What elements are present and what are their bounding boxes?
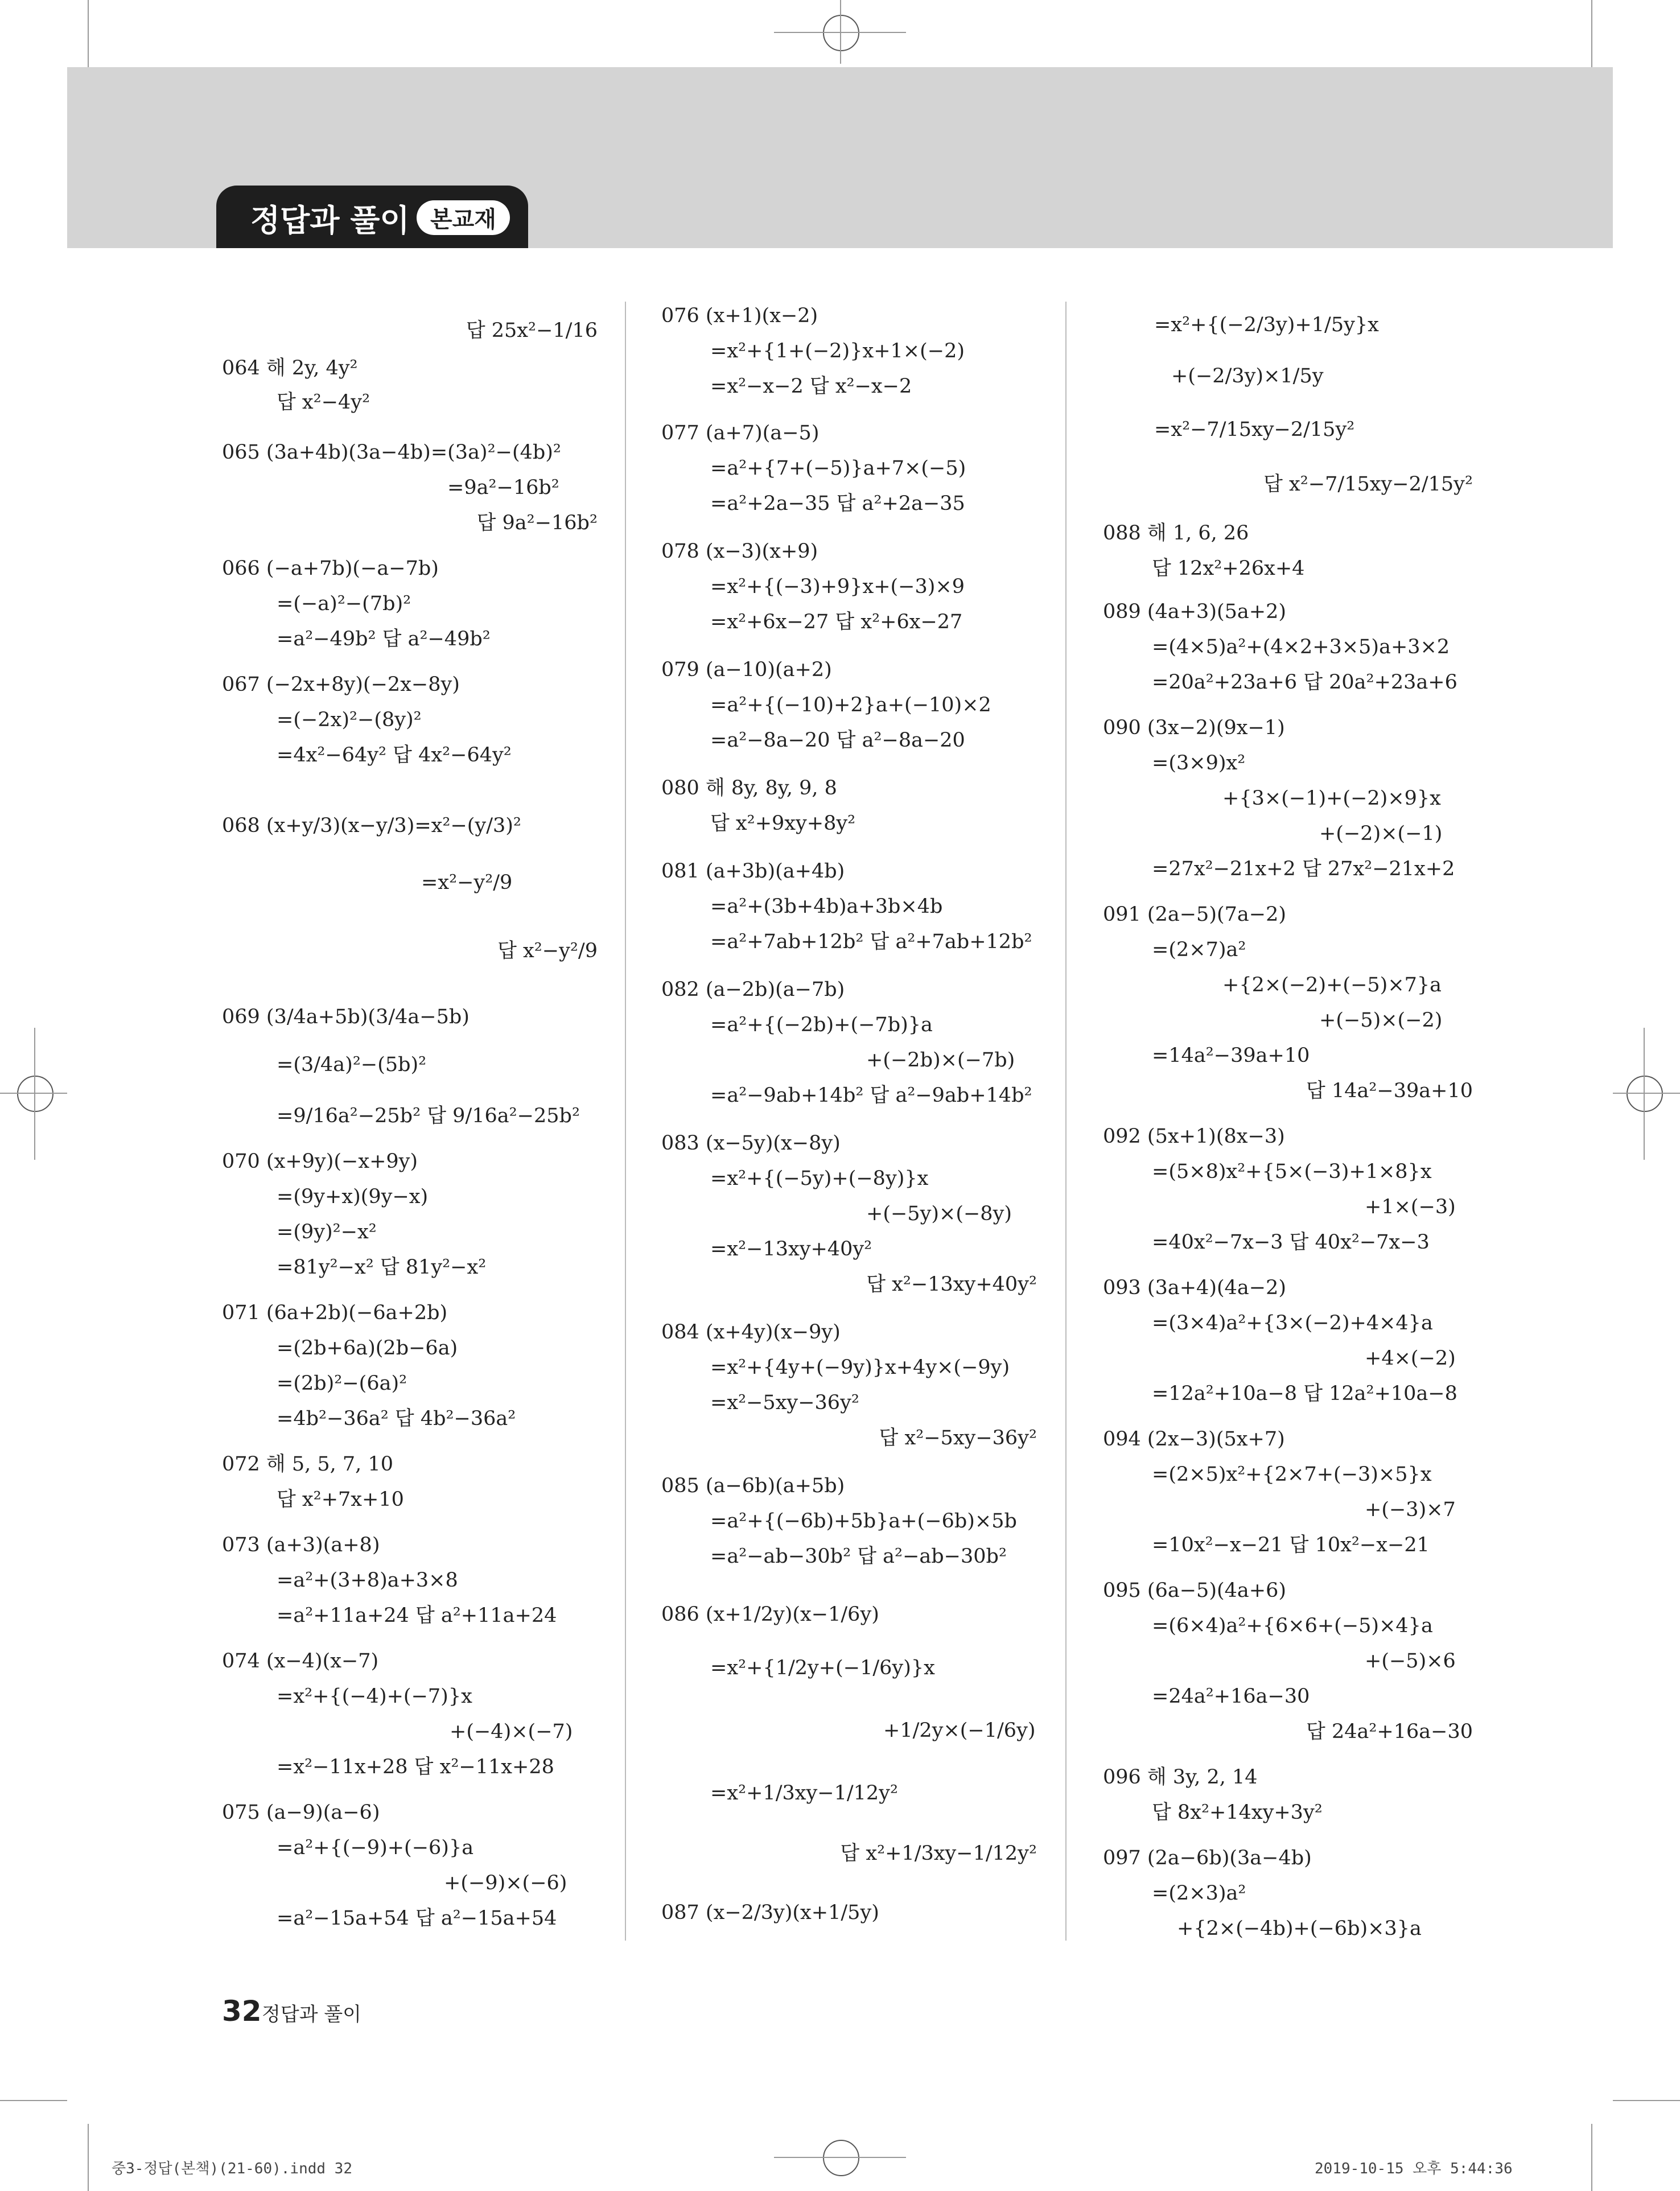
step-line: =(2b+6a)(2b−6a) <box>277 1337 458 1360</box>
step-line: =x²+{1/2y+(−1/6y)}x <box>710 1657 935 1679</box>
answer-line: 답 x²−5xy−36y² <box>879 1427 1037 1449</box>
problem-078: 078 (x−3)(x+9) <box>661 540 818 563</box>
answer-line: 답 x²−7/15xy−2/15y² <box>1263 473 1473 496</box>
step-line: =a²−8a−20 답 a²−8a−20 <box>710 729 965 752</box>
step-line: =(2×3)a² <box>1152 1882 1246 1905</box>
answer-line: 답 x²+9xy+8y² <box>710 812 856 835</box>
problem-067: 067 (−2x+8y)(−2x−8y) <box>222 673 460 696</box>
problem-075: 075 (a−9)(a−6) <box>222 1801 380 1824</box>
problem-089: 089 (4a+3)(5a+2) <box>1103 600 1287 623</box>
step-line: =(3×9)x² <box>1152 752 1246 775</box>
timestamp-slug: 2019-10-15 오후 5:44:36 <box>1315 2160 1513 2177</box>
step-line: +1×(−3) <box>1365 1196 1456 1218</box>
problem-074: 074 (x−4)(x−7) <box>222 1650 379 1673</box>
step-line: =(2×7)a² <box>1152 938 1246 961</box>
problem-066: 066 (−a+7b)(−a−7b) <box>222 557 439 580</box>
registration-mark <box>840 0 841 64</box>
answer-line: 답 x²−4y² <box>277 391 370 414</box>
step-line: =x²+{1+(−2)}x+1×(−2) <box>710 340 965 363</box>
problem-095: 095 (6a−5)(4a+6) <box>1103 1579 1287 1602</box>
step-line: +1/2y×(−1/6y) <box>883 1719 1036 1742</box>
step-line: +(−4)×(−7) <box>450 1720 573 1743</box>
step-line: =20a²+23a+6 답 20a²+23a+6 <box>1152 671 1457 694</box>
step-line: =a²−ab−30b² 답 a²−ab−30b² <box>710 1545 1007 1568</box>
crop-mark <box>1591 0 1592 67</box>
step-line: =27x²−21x+2 답 27x²−21x+2 <box>1152 858 1455 880</box>
step-line: =x²−11x+28 답 x²−11x+28 <box>277 1756 554 1778</box>
step-line: +{3×(−1)+(−2)×9}x <box>1222 787 1441 810</box>
step-line: =a²+(3b+4b)a+3b×4b <box>710 895 943 918</box>
registration-mark <box>34 1028 35 1160</box>
problem-083: 083 (x−5y)(x−8y) <box>661 1132 841 1155</box>
step-line: =x²−y²/9 <box>421 871 513 894</box>
step-line: +(−9)×(−6) <box>444 1872 567 1895</box>
step-line: =a²+7ab+12b² 답 a²+7ab+12b² <box>710 930 1032 953</box>
step-line: =a²+{(−2b)+(−7b)}a <box>710 1014 933 1036</box>
step-line: =9a²−16b² <box>447 476 559 499</box>
step-line: =a²−49b² 답 a²−49b² <box>277 628 491 650</box>
column-divider <box>1065 302 1067 1941</box>
problem-082: 082 (a−2b)(a−7b) <box>661 978 845 1001</box>
page-number: 32 <box>222 1995 262 2028</box>
step-line: =a²−9ab+14b² 답 a²−9ab+14b² <box>710 1084 1032 1107</box>
step-line: =40x²−7x−3 답 40x²−7x−3 <box>1152 1231 1430 1254</box>
problem-084: 084 (x+4y)(x−9y) <box>661 1321 841 1344</box>
step-line: =x²−13xy+40y² <box>710 1238 872 1261</box>
problem-096: 096 해 3y, 2, 14 <box>1103 1766 1258 1789</box>
step-line: =x²+{(−3)+9}x+(−3)×9 <box>710 575 965 598</box>
step-line: =x²+6x−27 답 x²+6x−27 <box>710 611 963 633</box>
problem-086: 086 (x+1/2y)(x−1/6y) <box>661 1603 879 1626</box>
header-badge: 본교재 <box>417 200 510 235</box>
step-line: =4x²−64y² 답 4x²−64y² <box>277 744 512 767</box>
step-line: =a²+{7+(−5)}a+7×(−5) <box>710 457 966 480</box>
file-slug: 중3-정답(본책)(21-60).indd 32 <box>112 2160 352 2177</box>
step-line: =(9y)²−x² <box>277 1221 377 1243</box>
problem-087: 087 (x−2/3y)(x+1/5y) <box>661 1901 879 1924</box>
problem-091: 091 (2a−5)(7a−2) <box>1103 903 1287 926</box>
step-line: =a²+{(−6b)+5b}a+(−6b)×5b <box>710 1510 1017 1533</box>
step-line: =x²+{(−2/3y)+1/5y}x <box>1154 314 1379 336</box>
step-line: =10x²−x−21 답 10x²−x−21 <box>1152 1534 1430 1556</box>
answer-line: 답 x²+7x+10 <box>277 1488 404 1511</box>
problem-090: 090 (3x−2)(9x−1) <box>1103 716 1285 739</box>
step-line: =a²+2a−35 답 a²+2a−35 <box>710 492 965 515</box>
crop-mark <box>1591 2124 1592 2191</box>
step-line: =(4×5)a²+(4×2+3×5)a+3×2 <box>1152 636 1450 658</box>
step-line: =(2b)²−(6a)² <box>277 1372 407 1395</box>
problem-094: 094 (2x−3)(5x+7) <box>1103 1428 1285 1451</box>
crop-mark <box>88 2124 89 2191</box>
registration-mark <box>0 1093 67 1094</box>
problem-076: 076 (x+1)(x−2) <box>661 304 818 327</box>
step-line: =x²+{(−4)+(−7)}x <box>277 1685 472 1708</box>
step-line: =a²−15a+54 답 a²−15a+54 <box>277 1907 557 1930</box>
registration-mark <box>774 2157 906 2158</box>
step-line: =14a²−39a+10 <box>1152 1044 1310 1067</box>
step-line: =(9y+x)(9y−x) <box>277 1185 429 1208</box>
crop-mark <box>0 2100 67 2101</box>
problem-064: 064 해 2y, 4y² <box>222 357 358 380</box>
answer-line: 답 14a²−39a+10 <box>1306 1080 1473 1102</box>
step-line: =24a²+16a−30 <box>1152 1685 1310 1708</box>
answer-line: 답 x²−y²/9 <box>497 940 598 962</box>
registration-mark <box>823 15 859 51</box>
problem-088: 088 해 1, 6, 26 <box>1103 522 1249 545</box>
step-line: =a²+{(−10)+2}a+(−10)×2 <box>710 694 991 716</box>
step-line: =a²+(3+8)a+3×8 <box>277 1569 458 1592</box>
step-line: +{2×(−4b)+(−6b)×3}a <box>1177 1917 1422 1940</box>
step-line: =81y²−x² 답 81y²−x² <box>277 1256 487 1279</box>
step-line: =x²+{(−5y)+(−8y)}x <box>710 1167 929 1190</box>
problem-073: 073 (a+3)(a+8) <box>222 1534 380 1556</box>
problem-093: 093 (3a+4)(4a−2) <box>1103 1276 1287 1299</box>
step-line: =(5×8)x²+{5×(−3)+1×8}x <box>1152 1160 1432 1183</box>
problem-069: 069 (3/4a+5b)(3/4a−5b) <box>222 1006 470 1028</box>
step-line: =(2×5)x²+{2×7+(−3)×5}x <box>1152 1463 1432 1486</box>
registration-mark <box>17 1076 53 1112</box>
step-line: =(−2x)²−(8y)² <box>277 709 422 731</box>
problem-079: 079 (a−10)(a+2) <box>661 658 832 681</box>
step-line: =a²+{(−9)+(−6)}a <box>277 1836 474 1859</box>
step-line: =a²+11a+24 답 a²+11a+24 <box>277 1604 557 1627</box>
problem-068: 068 (x+y/3)(x−y/3)=x²−(y/3)² <box>222 814 521 837</box>
step-line: =12a²+10a−8 답 12a²+10a−8 <box>1152 1382 1457 1405</box>
step-line: =(3×4)a²+{3×(−2)+4×4}a <box>1152 1312 1433 1335</box>
step-line: =(6×4)a²+{6×6+(−5)×4}a <box>1152 1615 1433 1637</box>
step-line: +{2×(−2)+(−5)×7}a <box>1222 974 1442 996</box>
footer-label: 정답과 풀이 <box>262 2003 362 2026</box>
step-line: =x²−5xy−36y² <box>710 1391 859 1414</box>
answer-line: 답 x²−13xy+40y² <box>866 1273 1037 1296</box>
answer-line: 답 12x²+26x+4 <box>1152 557 1305 580</box>
answer-line: 답 25x²−1/16 <box>466 319 598 342</box>
step-line: =(−a)²−(7b)² <box>277 592 411 615</box>
page-title: 정답과 풀이 <box>250 203 410 238</box>
step-line: +4×(−2) <box>1365 1347 1456 1370</box>
column-divider <box>625 302 626 1941</box>
step-line: =x²+{4y+(−9y)}x+4y×(−9y) <box>710 1356 1010 1379</box>
step-line: +(−5)×(−2) <box>1319 1009 1443 1032</box>
registration-mark <box>1613 1093 1680 1094</box>
problem-077: 077 (a+7)(a−5) <box>661 422 820 444</box>
registration-mark <box>823 2140 859 2176</box>
problem-097: 097 (2a−6b)(3a−4b) <box>1103 1847 1312 1869</box>
answer-line: 답 8x²+14xy+3y² <box>1152 1801 1323 1824</box>
problem-080: 080 해 8y, 8y, 9, 8 <box>661 777 837 800</box>
step-line: +(−5y)×(−8y) <box>866 1202 1012 1225</box>
step-line: =4b²−36a² 답 4b²−36a² <box>277 1407 516 1430</box>
step-line: =(3/4a)²−(5b)² <box>277 1053 427 1076</box>
problem-070: 070 (x+9y)(−x+9y) <box>222 1150 418 1173</box>
registration-mark <box>1644 1028 1645 1160</box>
problem-081: 081 (a+3b)(a+4b) <box>661 860 845 883</box>
step-line: +(−2/3y)×1/5y <box>1171 365 1324 388</box>
step-line: +(−2b)×(−7b) <box>866 1049 1015 1072</box>
step-line: =x²+1/3xy−1/12y² <box>710 1782 898 1805</box>
step-line: =9/16a²−25b² 답 9/16a²−25b² <box>277 1105 580 1127</box>
step-line: +(−5)×6 <box>1365 1650 1456 1673</box>
registration-mark <box>1627 1076 1663 1112</box>
crop-mark <box>88 0 89 67</box>
step-line: +(−2)×(−1) <box>1319 822 1443 845</box>
problem-065: 065 (3a+4b)(3a−4b)=(3a)²−(4b)² <box>222 441 561 464</box>
crop-mark <box>1613 2100 1680 2101</box>
problem-085: 085 (a−6b)(a+5b) <box>661 1475 845 1497</box>
answer-line: 답 24a²+16a−30 <box>1306 1720 1473 1743</box>
answer-line: 답 x²+1/3xy−1/12y² <box>840 1842 1037 1865</box>
problem-092: 092 (5x+1)(8x−3) <box>1103 1125 1285 1148</box>
problem-071: 071 (6a+2b)(−6a+2b) <box>222 1302 448 1324</box>
step-line: =x²−x−2 답 x²−x−2 <box>710 375 912 398</box>
problem-072: 072 해 5, 5, 7, 10 <box>222 1453 393 1476</box>
step-line: +(−3)×7 <box>1365 1498 1456 1521</box>
answer-line: 답 9a²−16b² <box>476 512 598 534</box>
step-line: =x²−7/15xy−2/15y² <box>1154 418 1355 441</box>
